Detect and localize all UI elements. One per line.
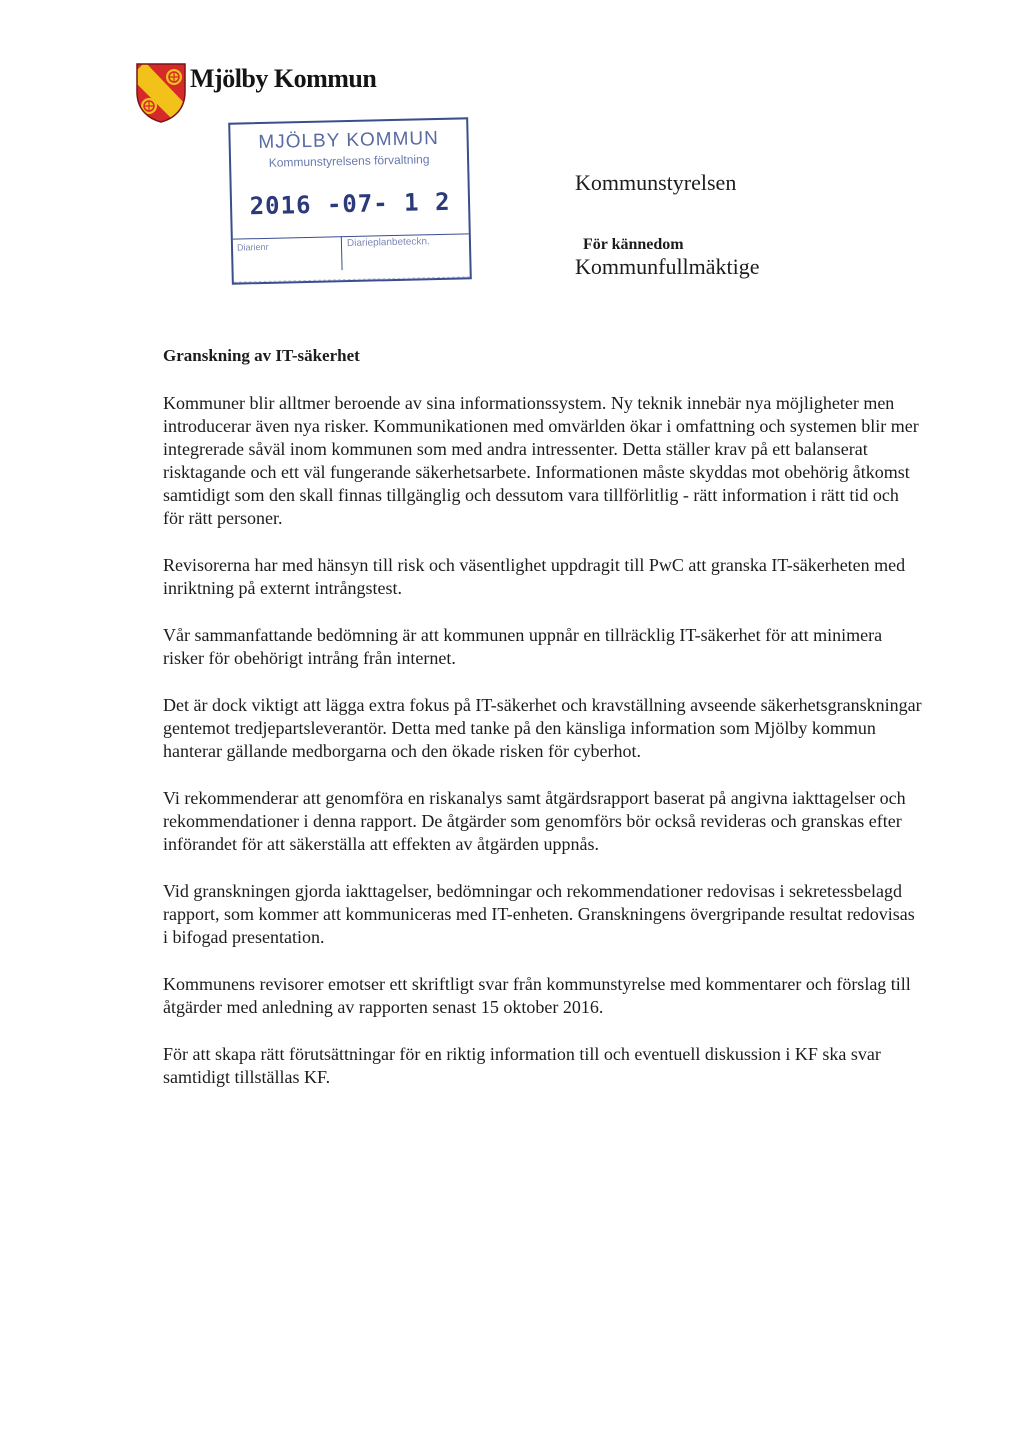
paragraph: Revisorerna har med hänsyn till risk och väsentlighet uppdragit till PwC att granska IT-säkerheten med inriktning på externt intrångstest.: [163, 555, 906, 598]
coat-of-arms-icon: [135, 62, 187, 124]
stamp-subtitle: Kommunstyrelsens förvaltning: [268, 152, 430, 170]
recipient-main: Kommunstyrelsen: [575, 170, 737, 195]
paragraph: Kommuner blir alltmer beroende av sina informationssystem. Ny teknik innebär nya möjligheter men introducerar även nya risker. Kommunikationen med omvärlden ökar i omfattning och systemen blir mer integrerade såväl inom kommunen som med andra intressenter. Detta ställer krav på ett balanserat risktagande och ett väl fungerande säkerhetsarbete. Informationen måste skyddas mot obehörig åtkomst samtidigt som den skall finnas tillgänglig och dessutom vara tillförlitlig - rätt information i rätt tid och för rätt personer.: [163, 393, 919, 528]
recipient-cc-label: För kännedom: [583, 236, 684, 253]
paragraph: Vi rekommenderar att genomföra en riskanalys samt åtgärdsrapport baserat på angivna iakttagelser och rekommendationer i denna rapport. De åtgärder som genomförs bör också revideras och granskas efter införandet för att säkerställa att effekten av åtgärden uppnås.: [163, 788, 906, 854]
paragraph: Det är dock viktigt att lägga extra fokus på IT-säkerhet och kravställning avseende säkerhetsgranskningar gentemot tredjepartsleverantör. Detta med tanke på den känsliga information som Mjölby kommun hanterar gällande medborgarna och den ökade risken för cyberhot.: [163, 695, 922, 761]
letter-heading: Granskning av IT-säkerhet: [163, 346, 360, 365]
stamp-bottom-edge: [234, 276, 470, 282]
stamp-cell-right: Diarieplanbeteckn.: [346, 236, 430, 250]
received-stamp: [228, 117, 472, 284]
paragraph: Kommunens revisorer emotser ett skriftligt svar från kommunstyrelse med kommentarer och förslag till åtgärder med anledning av rapporten senast 15 oktober 2016.: [163, 974, 911, 1017]
stamp-date: 2016 -07- 1 2: [249, 187, 451, 221]
paragraph: Vid granskningen gjorda iakttagelser, bedömningar och rekommendationer redovisas i sekretessbelagd rapport, som kommer att kommuniceras med IT-enheten. Granskningens övergripande resultat redovisas i bifogad presentation.: [163, 881, 915, 947]
stamp-cell-left: Diarienr: [236, 241, 269, 253]
letter-body: [163, 346, 923, 1113]
paragraph: Vår sammanfattande bedömning är att kommunen uppnår en tillräcklig IT-säkerhet för att minimera risker för obehörigt intrång från internet.: [163, 625, 883, 668]
paragraph: För att skapa rätt förutsättningar för en riktig information till och eventuell diskussion i KF ska svar samtidigt tillställas KF.: [163, 1044, 881, 1087]
recipient-cc: Kommunfullmäktige: [575, 254, 760, 279]
stamp-cell-divider: [341, 236, 343, 270]
stamp-title: MJÖLBY KOMMUN: [258, 127, 440, 154]
org-name: Mjölby Kommun: [190, 64, 377, 93]
